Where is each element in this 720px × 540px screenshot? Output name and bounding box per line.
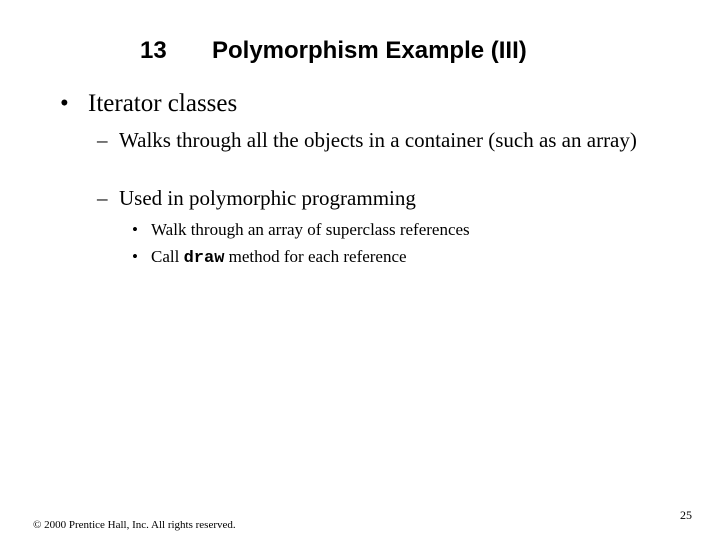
bullet-dot-icon: • <box>132 247 138 266</box>
call-text: Call <box>151 247 184 266</box>
dash-icon: – <box>97 128 108 152</box>
subsub-bullet-2-text <box>151 247 407 268</box>
slide-title: Polymorphism Example (III) <box>212 37 527 64</box>
chapter-number: 13 <box>140 37 167 64</box>
draw-code: draw <box>183 249 225 268</box>
subsub-bullet-1-text: Walk through an array of superclass references <box>151 220 470 239</box>
bullet-dot-icon: • <box>60 90 69 117</box>
sub-bullet-1-text: Walks through all the objects in a container (such as an array) <box>119 128 637 152</box>
main-bullet-text: Iterator classes <box>88 90 238 117</box>
sub-bullet-2-text: Used in polymorphic programming <box>119 186 416 210</box>
sub-bullet-2 <box>97 186 657 212</box>
page-number: 25 <box>680 508 692 522</box>
sub-bullet-1 <box>97 128 657 180</box>
method-text: method for each reference <box>224 247 407 266</box>
bullet-dot-icon: • <box>132 220 138 239</box>
copyright-notice: © 2000 Prentice Hall, Inc. All rights reserved. <box>33 519 236 531</box>
dash-icon: – <box>97 186 108 210</box>
